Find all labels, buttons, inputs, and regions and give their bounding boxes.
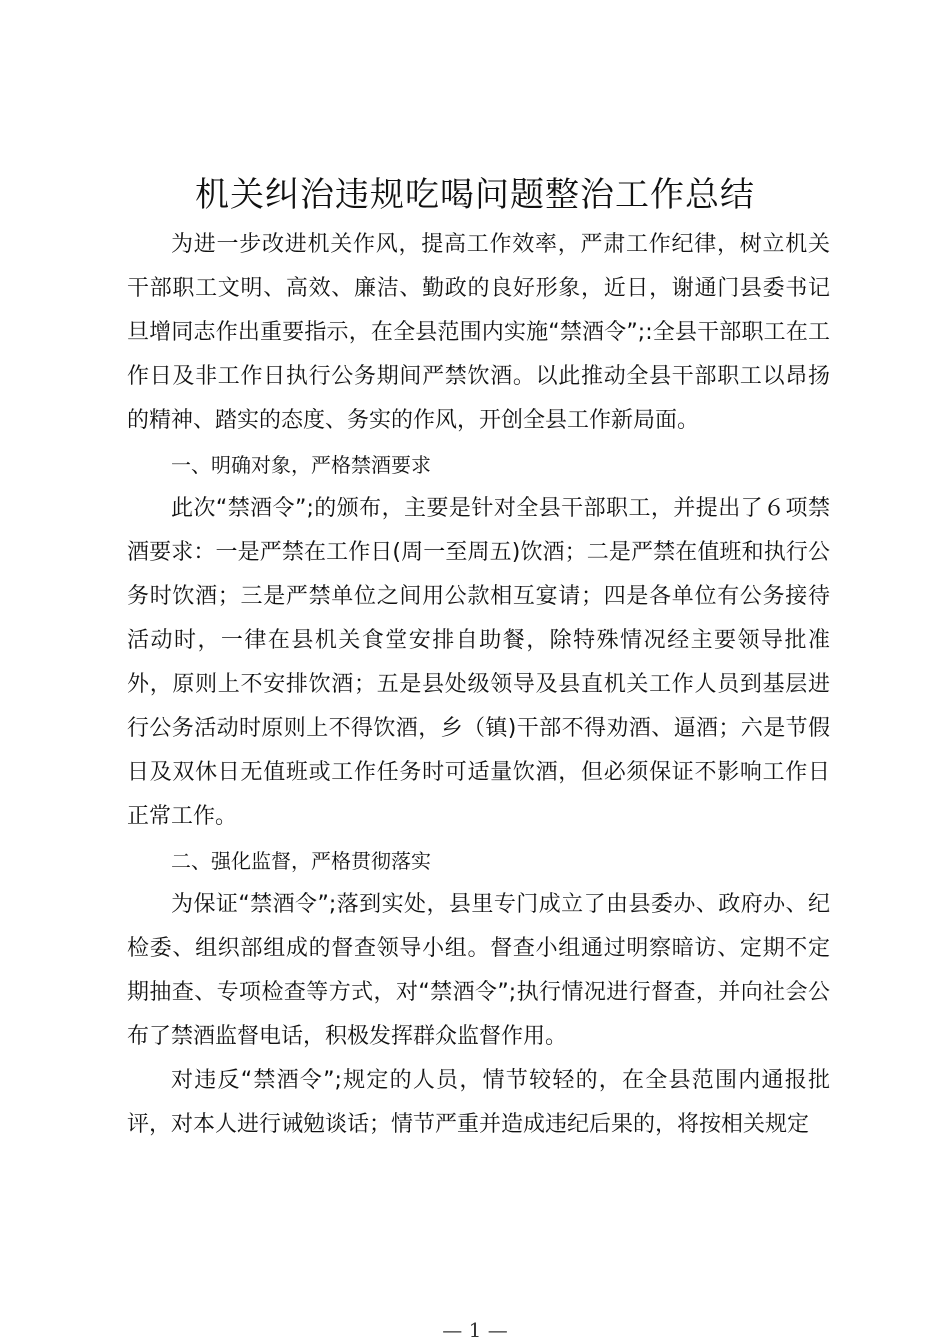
paragraph-penalties: 对违反“禁酒令”;规定的人员，情节较轻的，在全县范围内通报批评，对本人进行诫勉谈话；情节严重并造成违纪后果的，将按相关规定 [127, 1068, 830, 1137]
paragraph-requirements: 此次“禁酒令”;的颁布，主要是针对全县干部职工，并提出了６项禁酒要求：一是严禁在工作日(周一至周五)饮酒；二是严禁在值班和执行公务时饮酒；三是严禁单位之间用公款相互宴请；四是各单位有公务接待活动时，一律在县机关食堂安排自助餐，除特殊情况经主要领导批准外，原则上不安排饮酒；五是县处级领导及县直机关工作人员到基层进行公务活动时原则上不得饮酒，乡（镇)干部不得劝酒、逼酒；六是节假日及双休日无值班或工作任务时可适量饮酒，但必须保证不影响工作日正常工作。 [127, 496, 830, 829]
paragraph-supervision: 为保证“禁酒令”;落到实处，县里专门成立了由县委办、政府办、纪检委、组织部组成的督查领导小组。督查小组通过明察暗访、定期不定期抽查、专项检查等方式，对“禁酒令”;执行情况进行督查，并向社会公布了禁酒监督电话，积极发挥群众监督作用。 [127, 892, 830, 1049]
page-number: — 1 — [442, 1318, 508, 1342]
section-heading-2: 二、强化监督，严格贯彻落实 [171, 849, 431, 873]
document-body [127, 223, 830, 1147]
paragraph-intro: 为进一步改进机关作风，提高工作效率，严肃工作纪律，树立机关干部职工文明、高效、廉洁、勤政的良好形象，近日，谢通门县委书记旦增同志作出重要指示，在全县范围内实施“禁酒令”;:全县干部职工在工作日及非工作日执行公务期间严禁饮酒。以此推动全县干部职工以昂扬的精神、踏实的态度、务实的作风，开创全县工作新局面。 [127, 232, 830, 433]
section-heading-1: 一、明确对象，严格禁酒要求 [171, 453, 431, 477]
document-title: 机关纠治违规吃喝问题整治工作总结 [195, 175, 755, 215]
